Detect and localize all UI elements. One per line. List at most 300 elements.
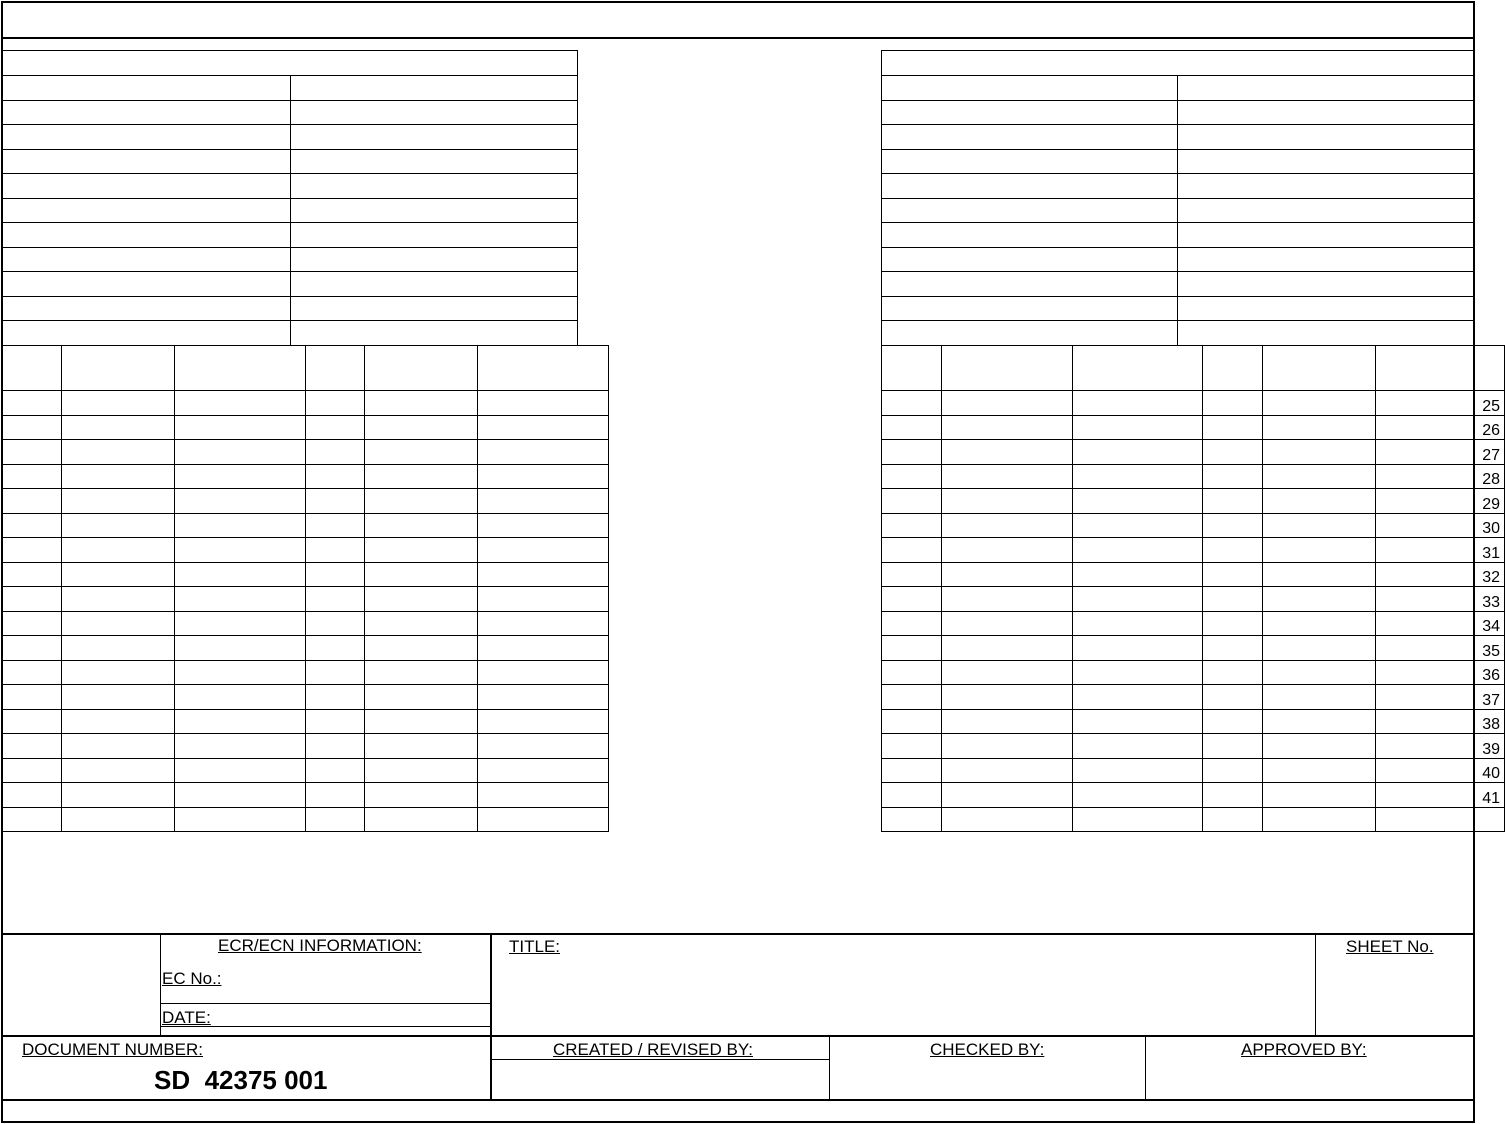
parts-cell (942, 391, 1073, 416)
info-cell (1178, 321, 1474, 346)
parts-cell (365, 758, 478, 783)
title-block-mid (2, 1035, 1474, 1037)
parts-cell (62, 489, 175, 514)
parts-cell (365, 685, 478, 710)
approved-by-label: APPROVED BY: (1241, 1040, 1367, 1059)
row-number: 26 (1376, 415, 1505, 440)
parts-cell (3, 758, 62, 783)
parts-cell (478, 440, 609, 465)
parts-cell (1263, 734, 1376, 759)
info-cell (290, 198, 578, 223)
row-number: 35 (1376, 636, 1505, 661)
parts-cell (365, 464, 478, 489)
info-cell (3, 321, 291, 346)
table-row (3, 709, 609, 734)
parts-cell (1263, 685, 1376, 710)
parts-header-cell (1203, 346, 1263, 391)
parts-cell (882, 709, 942, 734)
left-info-table (2, 50, 578, 346)
parts-cell (478, 758, 609, 783)
info-cell (3, 149, 291, 174)
parts-cell (882, 734, 942, 759)
parts-cell (365, 415, 478, 440)
info-header-cell (3, 51, 578, 76)
parts-cell (175, 636, 306, 661)
parts-cell (62, 562, 175, 587)
table-row (882, 734, 1505, 759)
parts-cell (478, 415, 609, 440)
parts-cell (942, 611, 1073, 636)
table-row (3, 464, 609, 489)
parts-cell (62, 636, 175, 661)
parts-cell (62, 709, 175, 734)
table-row (3, 685, 609, 710)
parts-cell (3, 562, 62, 587)
parts-cell (882, 783, 942, 808)
parts-header-cell (175, 346, 306, 391)
parts-cell (1263, 587, 1376, 612)
parts-cell (62, 611, 175, 636)
parts-cell (365, 807, 478, 832)
parts-header-cell (1376, 346, 1505, 391)
parts-cell (306, 783, 365, 808)
title-block-top (2, 933, 1474, 935)
parts-cell (1073, 611, 1203, 636)
parts-cell (306, 660, 365, 685)
parts-cell (62, 415, 175, 440)
parts-cell (365, 562, 478, 587)
parts-cell (882, 415, 942, 440)
table-row (882, 464, 1505, 489)
info-cell (882, 247, 1178, 272)
parts-cell (306, 562, 365, 587)
parts-cell (306, 464, 365, 489)
parts-cell (306, 636, 365, 661)
parts-cell (1073, 587, 1203, 612)
parts-cell (1203, 440, 1263, 465)
approved-divider (1145, 1036, 1146, 1100)
info-cell (290, 321, 578, 346)
parts-cell (306, 807, 365, 832)
info-cell (3, 247, 291, 272)
parts-cell (306, 734, 365, 759)
parts-cell (882, 758, 942, 783)
parts-cell (306, 391, 365, 416)
parts-cell (882, 636, 942, 661)
parts-cell (3, 587, 62, 612)
parts-cell (1263, 660, 1376, 685)
parts-cell (62, 464, 175, 489)
parts-cell (3, 783, 62, 808)
table-row (882, 660, 1505, 685)
table-row (3, 611, 609, 636)
title-label: TITLE: (509, 937, 561, 956)
parts-cell (1376, 807, 1505, 832)
row-number: 29 (1376, 489, 1505, 514)
table-row (3, 513, 609, 538)
parts-cell (478, 562, 609, 587)
parts-cell (478, 611, 609, 636)
parts-header-cell (306, 346, 365, 391)
ec-no-label: EC No.: (162, 969, 222, 988)
parts-cell (1263, 538, 1376, 563)
info-cell (290, 272, 578, 297)
parts-cell (1263, 758, 1376, 783)
info-cell (290, 100, 578, 125)
parts-cell (1073, 734, 1203, 759)
table-row (882, 489, 1505, 514)
parts-cell (942, 415, 1073, 440)
parts-cell (882, 391, 942, 416)
parts-cell (478, 391, 609, 416)
table-row (3, 807, 609, 832)
row-number: 40 (1376, 758, 1505, 783)
parts-cell (882, 464, 942, 489)
parts-cell (1263, 391, 1376, 416)
parts-cell (1203, 758, 1263, 783)
info-cell (290, 247, 578, 272)
table-row (882, 783, 1505, 808)
parts-cell (1073, 415, 1203, 440)
parts-cell (942, 489, 1073, 514)
parts-cell (3, 807, 62, 832)
parts-cell (1203, 489, 1263, 514)
table-row (882, 587, 1505, 612)
parts-cell (175, 709, 306, 734)
info-cell (290, 125, 578, 150)
parts-header-cell (365, 346, 478, 391)
parts-cell (62, 587, 175, 612)
info-cell (3, 100, 291, 125)
checked-by-label: CHECKED BY: (930, 1040, 1045, 1059)
parts-cell (882, 562, 942, 587)
parts-cell (1203, 636, 1263, 661)
right-parts-table (881, 345, 1505, 832)
parts-cell (3, 734, 62, 759)
parts-cell (882, 513, 942, 538)
parts-cell (3, 660, 62, 685)
parts-cell (1263, 783, 1376, 808)
parts-cell (1073, 636, 1203, 661)
table-row (3, 587, 609, 612)
row-number: 33 (1376, 587, 1505, 612)
parts-header-cell (942, 346, 1073, 391)
parts-cell (175, 562, 306, 587)
parts-cell (478, 587, 609, 612)
parts-header-cell (478, 346, 609, 391)
parts-cell (1263, 415, 1376, 440)
parts-cell (942, 562, 1073, 587)
info-cell (1178, 198, 1474, 223)
info-cell (290, 76, 578, 101)
parts-cell (175, 611, 306, 636)
parts-cell (175, 513, 306, 538)
parts-header-cell (3, 346, 62, 391)
table-row (882, 391, 1505, 416)
table-row (3, 538, 609, 563)
parts-cell (1203, 611, 1263, 636)
parts-cell (478, 489, 609, 514)
parts-cell (942, 758, 1073, 783)
parts-cell (942, 807, 1073, 832)
parts-cell (306, 587, 365, 612)
parts-cell (175, 758, 306, 783)
parts-cell (1073, 464, 1203, 489)
info-cell (1178, 174, 1474, 199)
parts-cell (1203, 685, 1263, 710)
parts-cell (1073, 489, 1203, 514)
info-cell (290, 296, 578, 321)
parts-cell (1203, 562, 1263, 587)
table-row (882, 513, 1505, 538)
parts-cell (882, 538, 942, 563)
row-number: 30 (1376, 513, 1505, 538)
row-number: 36 (1376, 660, 1505, 685)
parts-cell (1203, 415, 1263, 440)
parts-cell (1073, 562, 1203, 587)
parts-cell (1263, 562, 1376, 587)
parts-cell (942, 587, 1073, 612)
parts-cell (1073, 391, 1203, 416)
row-number: 27 (1376, 440, 1505, 465)
info-cell (1178, 149, 1474, 174)
parts-cell (365, 709, 478, 734)
info-cell (290, 223, 578, 248)
parts-cell (365, 538, 478, 563)
parts-cell (478, 513, 609, 538)
table-row (882, 538, 1505, 563)
parts-cell (62, 391, 175, 416)
parts-cell (365, 489, 478, 514)
table-row (882, 636, 1505, 661)
row-number: 39 (1376, 734, 1505, 759)
parts-cell (1203, 464, 1263, 489)
sheet-no-label: SHEET No. (1346, 937, 1434, 956)
info-cell (882, 296, 1178, 321)
row-number: 32 (1376, 562, 1505, 587)
parts-cell (1203, 538, 1263, 563)
parts-cell (1263, 709, 1376, 734)
title-block-bottom (2, 1099, 1474, 1101)
table-row (3, 415, 609, 440)
checked-divider (829, 1036, 830, 1100)
parts-cell (1203, 660, 1263, 685)
table-row (3, 489, 609, 514)
table-row (3, 562, 609, 587)
parts-cell (1263, 611, 1376, 636)
parts-cell (3, 440, 62, 465)
parts-cell (942, 734, 1073, 759)
parts-cell (1263, 464, 1376, 489)
info-cell (3, 174, 291, 199)
table-row (3, 636, 609, 661)
parts-cell (478, 709, 609, 734)
parts-cell (175, 415, 306, 440)
parts-cell (3, 415, 62, 440)
parts-cell (882, 807, 942, 832)
info-cell (882, 76, 1178, 101)
parts-cell (1203, 587, 1263, 612)
parts-cell (306, 709, 365, 734)
parts-cell (942, 513, 1073, 538)
table-row (3, 440, 609, 465)
parts-cell (175, 440, 306, 465)
table-row (882, 807, 1505, 832)
parts-cell (175, 807, 306, 832)
info-cell (1178, 296, 1474, 321)
parts-cell (1263, 513, 1376, 538)
table-row (3, 391, 609, 416)
info-cell (882, 198, 1178, 223)
parts-cell (478, 464, 609, 489)
parts-cell (1073, 709, 1203, 734)
table-row (3, 734, 609, 759)
parts-cell (942, 440, 1073, 465)
parts-cell (942, 783, 1073, 808)
parts-header-cell (882, 346, 942, 391)
table-row (882, 709, 1505, 734)
row-number: 38 (1376, 709, 1505, 734)
parts-cell (478, 660, 609, 685)
parts-cell (942, 709, 1073, 734)
table-row (882, 440, 1505, 465)
parts-cell (62, 807, 175, 832)
parts-cell (1263, 636, 1376, 661)
parts-cell (1073, 783, 1203, 808)
document-number-value: SD 42375 001 (154, 1065, 328, 1095)
parts-cell (3, 391, 62, 416)
info-cell (1178, 125, 1474, 150)
parts-cell (175, 783, 306, 808)
parts-cell (306, 513, 365, 538)
parts-cell (882, 489, 942, 514)
parts-cell (1263, 440, 1376, 465)
parts-cell (478, 734, 609, 759)
parts-cell (306, 758, 365, 783)
parts-cell (175, 685, 306, 710)
table-row (3, 660, 609, 685)
row-number: 25 (1376, 391, 1505, 416)
info-cell (290, 174, 578, 199)
table-row (882, 611, 1505, 636)
parts-cell (306, 440, 365, 465)
parts-cell (3, 538, 62, 563)
info-cell (3, 125, 291, 150)
info-cell (882, 174, 1178, 199)
date-label: DATE: (162, 1008, 211, 1027)
parts-cell (3, 489, 62, 514)
parts-cell (1073, 758, 1203, 783)
parts-cell (365, 660, 478, 685)
parts-cell (62, 758, 175, 783)
parts-cell (365, 587, 478, 612)
info-cell (882, 149, 1178, 174)
sheet-divider (1315, 934, 1316, 1035)
parts-cell (365, 440, 478, 465)
parts-cell (1203, 709, 1263, 734)
table-row (3, 758, 609, 783)
created-revised-label: CREATED / REVISED BY: (553, 1040, 753, 1059)
parts-cell (62, 783, 175, 808)
parts-cell (62, 513, 175, 538)
right-info-table (881, 50, 1474, 346)
parts-cell (62, 660, 175, 685)
info-cell (882, 100, 1178, 125)
parts-cell (882, 685, 942, 710)
title-divider (490, 934, 492, 1100)
parts-cell (1073, 513, 1203, 538)
parts-cell (1203, 734, 1263, 759)
document-number-label: DOCUMENT NUMBER: (22, 1040, 204, 1059)
parts-cell (478, 783, 609, 808)
parts-cell (1263, 489, 1376, 514)
parts-cell (175, 660, 306, 685)
parts-header-cell (1263, 346, 1376, 391)
parts-cell (3, 513, 62, 538)
parts-cell (478, 636, 609, 661)
row-number: 34 (1376, 611, 1505, 636)
date-rule (161, 1003, 490, 1004)
parts-cell (306, 415, 365, 440)
info-cell (1178, 76, 1474, 101)
parts-cell (306, 489, 365, 514)
info-cell (3, 76, 291, 101)
parts-cell (306, 538, 365, 563)
parts-cell (1203, 391, 1263, 416)
parts-cell (478, 807, 609, 832)
parts-cell (942, 660, 1073, 685)
row-number: 31 (1376, 538, 1505, 563)
info-cell (3, 296, 291, 321)
info-cell (1178, 272, 1474, 297)
parts-cell (882, 660, 942, 685)
parts-cell (62, 538, 175, 563)
table-row (882, 758, 1505, 783)
parts-cell (942, 464, 1073, 489)
parts-cell (882, 440, 942, 465)
parts-cell (1073, 538, 1203, 563)
info-cell (3, 223, 291, 248)
parts-cell (1263, 807, 1376, 832)
parts-cell (3, 636, 62, 661)
row-number: 37 (1376, 685, 1505, 710)
parts-cell (306, 611, 365, 636)
parts-cell (175, 391, 306, 416)
ecr-ecn-label: ECR/ECN INFORMATION: (218, 936, 422, 955)
parts-cell (942, 538, 1073, 563)
parts-cell (365, 734, 478, 759)
parts-cell (1203, 513, 1263, 538)
parts-cell (882, 611, 942, 636)
info-cell (1178, 223, 1474, 248)
parts-cell (3, 611, 62, 636)
header-divider (2, 37, 1474, 39)
parts-cell (306, 685, 365, 710)
parts-cell (1203, 807, 1263, 832)
row-number: 28 (1376, 464, 1505, 489)
parts-cell (365, 513, 478, 538)
row-number: 41 (1376, 783, 1505, 808)
parts-cell (1203, 783, 1263, 808)
table-row (882, 415, 1505, 440)
parts-cell (1073, 440, 1203, 465)
parts-cell (3, 709, 62, 734)
parts-cell (1073, 807, 1203, 832)
ecr-divider (160, 934, 161, 1035)
parts-cell (365, 391, 478, 416)
table-row (882, 685, 1505, 710)
parts-cell (942, 636, 1073, 661)
